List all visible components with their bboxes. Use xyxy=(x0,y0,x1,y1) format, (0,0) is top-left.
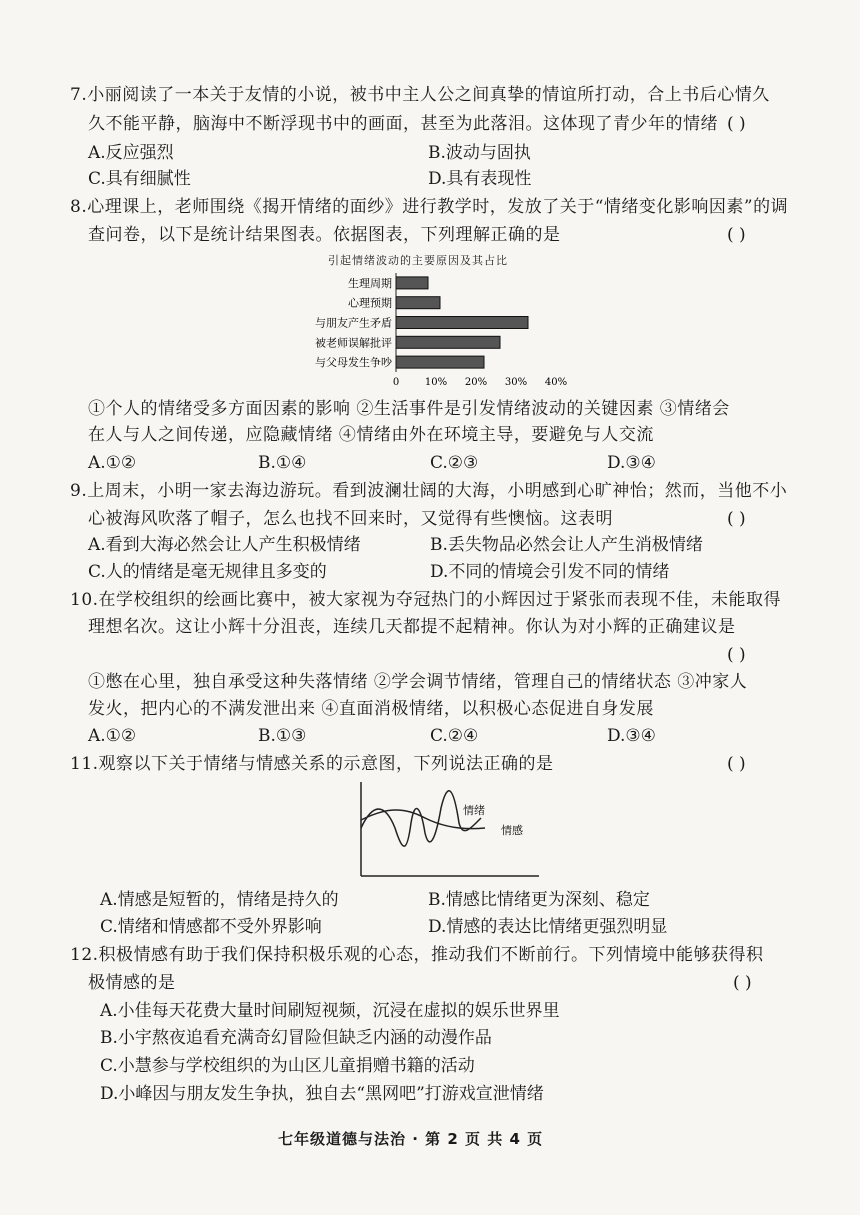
q10-option-c: C.②④ xyxy=(430,726,479,746)
q9-stem-line1: 9.上周末，小明一家去海边游玩。看到波澜壮阔的大海，小明感到心旷神怡；然而，当他不小 xyxy=(70,481,788,501)
q10-stem-line1: 10.在学校组织的绘画比赛中，被大家视为夺冠热门的小辉因过于紧张而表现不佳，未能取得 xyxy=(70,590,782,610)
q11-option-c: C.情绪和情感都不受外界影响 xyxy=(100,917,322,937)
q10-stem-line2: 理想名次。这让小辉十分沮丧，连续几天都提不起精神。你认为对小辉的正确建议是 xyxy=(88,617,736,637)
q8-statements-line2: 在人与人之间传递，应隐藏情绪 ④情绪由外在环境主导，要避免与人交流 xyxy=(88,425,654,445)
q9-option-a: A.看到大海必然会让人产生积极情绪 xyxy=(88,535,361,555)
q8-answer-paren: ( ) xyxy=(727,225,746,245)
bar-2 xyxy=(396,317,528,329)
bar-chart xyxy=(0,0,860,400)
category-label-1: 心理预期 xyxy=(348,296,392,310)
emotion-curve xyxy=(361,791,481,846)
bar-1 xyxy=(396,297,440,309)
q11-option-a: A.情感是短暂的，情绪是持久的 xyxy=(100,890,339,910)
q8-statements-line1: ①个人的情绪受多方面因素的影响 ②生活事件是引发情绪波动的关键因素 ③情绪会 xyxy=(88,399,730,419)
q7-option-a: A.反应强烈 xyxy=(88,143,174,163)
emotion-feeling-diagram xyxy=(355,778,545,884)
bar-3 xyxy=(396,336,500,348)
q9-option-c: C.人的情绪是毫无规律且多变的 xyxy=(88,562,327,582)
q7-option-c: C.具有细腻性 xyxy=(88,169,191,189)
q7-stem-line2: 久不能平静，脑海中不断浮现书中的画面，甚至为此落泪。这体现了青少年的情绪 xyxy=(88,114,718,134)
x-tick-2: 20% xyxy=(464,377,488,388)
category-label-3: 被老师误解批评 xyxy=(315,336,392,350)
q12-option-c: C.小慧参与学校组织的为山区儿童捐赠书籍的活动 xyxy=(100,1056,475,1076)
q8-option-d: D.③④ xyxy=(607,453,656,473)
q11-option-b: B.情感比情绪更为深刻、稳定 xyxy=(428,890,650,910)
q8-stem-line1: 8.心理课上，老师围绕《揭开情绪的面纱》进行教学时，发放了关于“情绪变化影响因素”的调 xyxy=(70,197,789,217)
bar-4 xyxy=(396,356,484,368)
q11-option-d: D.情感的表达比情绪更强烈明显 xyxy=(428,917,668,937)
q9-answer-paren: ( ) xyxy=(727,509,746,529)
q8-option-c: C.②③ xyxy=(430,453,479,473)
q7-answer-paren: ( ) xyxy=(727,114,746,134)
x-tick-3: 30% xyxy=(504,377,528,388)
q12-option-b: B.小宇熬夜追看充满奇幻冒险但缺乏内涵的动漫作品 xyxy=(100,1028,492,1048)
q7-option-d: D.具有表现性 xyxy=(428,169,532,189)
q8-option-b: B.①④ xyxy=(258,453,307,473)
q9-option-d: D.不同的情境会引发不同的情绪 xyxy=(430,562,670,582)
q10-statements-line1: ①憋在心里，独自承受这种失落情绪 ②学会调节情绪，管理自己的情绪状态 ③冲家人 xyxy=(88,672,748,692)
q12-stem-line1: 12.积极情感有助于我们保持积极乐观的心态，推动我们不断前行。下列情境中能够获得积 xyxy=(70,945,764,965)
x-tick-1: 10% xyxy=(424,377,448,388)
q8-stem-line2: 查问卷，以下是统计结果图表。依据图表，下列理解正确的是 xyxy=(88,225,561,245)
q11-answer-paren: ( ) xyxy=(727,754,746,774)
q12-answer-paren: ( ) xyxy=(733,973,752,993)
category-label-4: 与父母发生争吵 xyxy=(315,356,392,370)
q10-statements-line2: 发火，把内心的不满发泄出来 ④直面消极情绪，以积极心态促进自身发展 xyxy=(88,699,654,719)
q12-option-d: D.小峰因与朋友发生争执，独自去“黑网吧”打游戏宣泄情绪 xyxy=(100,1084,544,1104)
q12-option-a: A.小佳每天花费大量时间刷短视频，沉浸在虚拟的娱乐世界里 xyxy=(100,1001,560,1021)
q10-option-d: D.③④ xyxy=(607,726,656,746)
bar-0 xyxy=(396,277,428,289)
feeling-label: 情感 xyxy=(501,824,523,837)
q10-option-b: B.①③ xyxy=(258,726,307,746)
q7-stem-line1: 7.小丽阅读了一本关于友情的小说，被书中主人公之间真挚的情谊所打动，合上书后心情久 xyxy=(70,85,770,105)
category-label-0: 生理周期 xyxy=(348,276,392,290)
category-label-2: 与朋友产生矛盾 xyxy=(315,316,392,330)
q11-stem-line1: 11.观察以下关于情绪与情感关系的示意图，下列说法正确的是 xyxy=(70,754,554,774)
q8-option-a: A.①② xyxy=(88,453,137,473)
emotion-label: 情绪 xyxy=(463,804,485,817)
x-tick-4: 40% xyxy=(544,377,568,388)
x-tick-0: 0 xyxy=(392,377,400,388)
q9-stem-line2: 心被海风吹落了帽子，怎么也找不回来时，又觉得有些懊恼。这表明 xyxy=(88,509,613,529)
q12-stem-line2: 极情感的是 xyxy=(88,973,176,993)
q10-option-a: A.①② xyxy=(88,726,137,746)
q9-option-b: B.丢失物品必然会让人产生消极情绪 xyxy=(430,535,703,555)
page-footer: 七年级道德与法治 · 第 2 页 共 4 页 xyxy=(278,1130,544,1148)
chart-title: 引起情绪波动的主要原因及其占比 xyxy=(328,254,508,267)
q7-option-b: B.波动与固执 xyxy=(428,143,531,163)
q10-answer-paren: ( ) xyxy=(727,645,746,665)
